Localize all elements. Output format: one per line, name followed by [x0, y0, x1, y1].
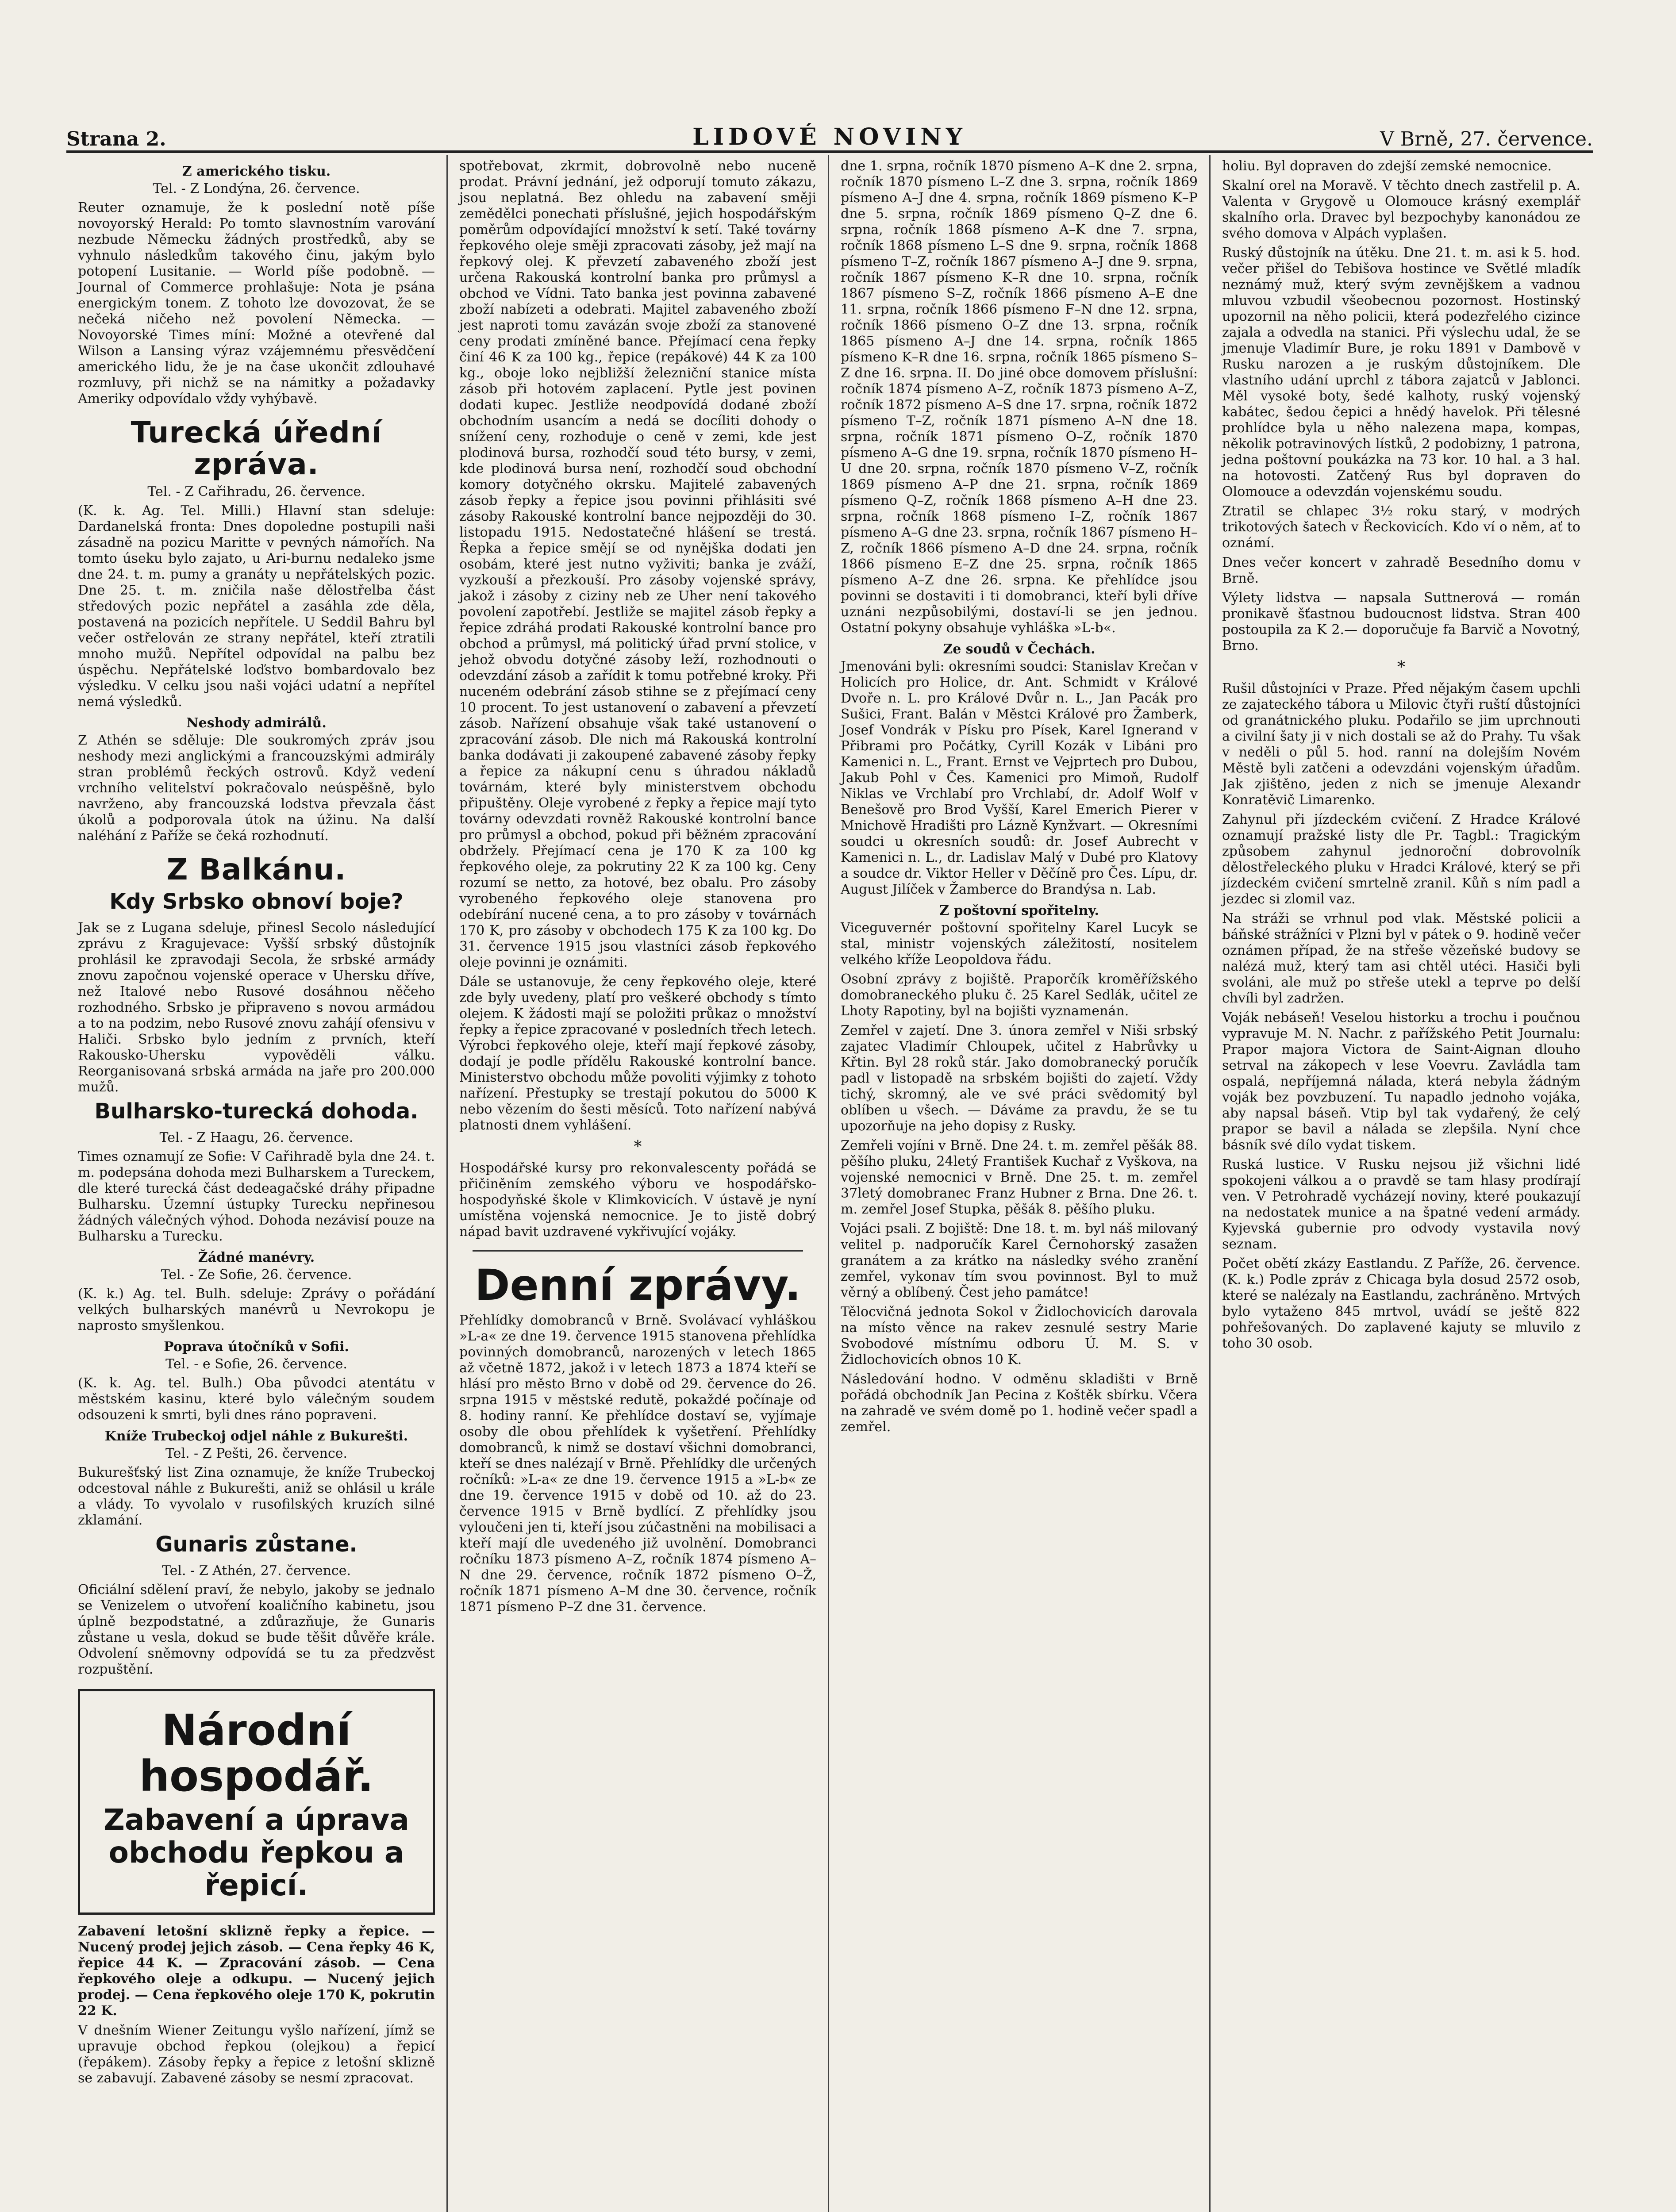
article-heading: Neshody admirálů.	[186, 715, 327, 731]
article-dateline: Tel. - Z Pešti, 26. července.	[165, 1446, 348, 1461]
article-heading: Z amerického tisku.	[182, 164, 331, 179]
article-body: Hospodářské kursy pro rekonvalescenty pořádá se přičiněním zemského výboru ve hospodářsko-hospodyňské škole v Klimkovicích. V ústavě je nyní umístěna vojenská nemocnice. Je to jistě dobrý nápad bavit uzdravené vykřivující vojáky.	[459, 1160, 816, 1240]
article-heading: Žádné manévry.	[198, 1250, 315, 1265]
article-body: dne 1. srpna, ročník 1870 písmeno A–K dne 2. srpna, ročník 1870 písmeno L–Z dne 3. srpna, ročník 1869 písmeno A–J dne 4. srpna, ročník 1869 písmeno K–P dne 5. srpna, ročník 1869 písmeno Q–Z dne 6. srpna, ročník 1868 písmeno A–K dne 7. srpna, ročník 1868 písmeno L–S dne 9. srpna, ročník 1868 písmeno T–Z, ročník 1867 písmeno A–J dne 9. srpna, ročník 1867 písmeno K–R dne 10. srpna, ročník 1867 písmeno S–Z, ročník 1866 písmeno A–E dne 11. srpna, ročník 1866 písmeno F–N dne 12. srpna, ročník 1866 písmeno O–Z dne 13. srpna, ročník 1865 písmeno A–J dne 14. srpna, ročník 1865 písmeno K–R dne 16. srpna, ročník 1865 písmeno S–Z dne 16. srpna. II. Do jiné obce domovem příslušní: ročník 1874 písmeno A–Z, ročník 1873 písmeno A–Z, ročník 1872 písmeno A–S dne 17. srpna, ročník 1872 písmeno T–Z, ročník 1871 písmeno A–N dne 18. srpna, ročník 1871 písmeno O–Z, ročník 1870 písmeno A–G dne 19. srpna, ročník 1870 písmeno H–U dne 20. srpna, ročník 1870 písmeno V–Z, ročník 1869 písmeno A–P dne 21. srpna, ročník 1869 písmeno Q–Z, ročník 1868 písmeno A–H dne 23. srpna, ročník 1868 písmeno I–Z, ročník 1867 písmeno A–G dne 23. srpna, ročník 1867 písmeno H–Z, ročník 1866 písmeno A–D dne 24. srpna, ročník 1866 písmeno E–Z dne 25. srpna, ročník 1865 písmeno A–Z dne 26. srpna. Ke přehlídce jsou povinni se dostaviti i ti domobranci, kteří byli dříve uznáni nezpůsobilými, dostaví-li se jen jednou. Ostatní pokyny obsahuje vyhláška »L-b«.	[841, 158, 1198, 636]
article-heading: Z poštovní spořitelny.	[939, 903, 1099, 918]
article-body: (K. k. Ag. Tel. Milli.) Hlavní stan sdeluje: Dardanelská fronta: Dnes dopoledne postupili naši zásadně na pozicu Maritte v pevných námořích. Na tomto úseku bylo zajato, u Ari-burnu nedaleko jsme dne 24. t. m. pumy a granáty u nepřátelských pozic. Dne 25. t. m. zničila naše dělostřelba část středových pozic nepřátel a zasáhla zde děla, postavená na pozicích nepřítele. U Seddil Bahru byl večer ostřelován ze strany nepřátel, kteří ztratili mnoho mužů. Nepřítel odpovídal na palbu bez úspěchu. Nepřátelské loďstvo bombardovalo bez výsledku. V celku jsou naši vojáci udatní a nepřítel nemá výsledků.	[78, 503, 435, 710]
article-body: Z Athén se sděluje: Dle soukromých zpráv jsou neshody mezi anglickými a francouzskými admirály stran problémů řeckých ostrovů. Když vedení vrchního velitelství pokračovalo neúspěšně, bylo navrženo, aby francouzská lodstva převzala část úkolů a podporovala útok na úžinu. Na další naléhání z Paříže se čeká rozhodnutí.	[78, 733, 435, 844]
article-body: Na stráži se vrhnul pod vlak. Městské policii a báňské strážníci v Plzni byl v pátek o 9. hodině večer oznámen případ, že na střeše vězeňské budovy se nalézá muž, který tam asi chtěl utéci. Hasiči byli svoláni, ale muž po střeše utekl a teprve po delší chvíli byl zadržen.	[1222, 911, 1580, 1006]
article-body: Times oznamují ze Sofie: V Cařihradě byla dne 24. t. m. podepsána dohoda mezi Bulharskem a Tureckem, dle které turecká část dedeagačské dráhy připadne Bulharsku. Územní ústupky Turecku nepřinesou žádných válečných výhod. Dohoda nezávisí pouze na Bulharsku a Turecku.	[78, 1149, 435, 1244]
article-body: Jmenováni byli: okresními soudci: Stanislav Krečan v Holicích pro Holice, dr. Ant. Schmidt v Králové Dvoře n. L. pro Králové Dvůr n. L., Jan Pacák pro Sušici, Frant. Balán v Městci Králové pro Žamberk, Josef Vondrák v Písku pro Písek, Karel Ignerand v Přibrami pro Počátky, Cyrill Kozák v Libáni pro Kamenici n. L., Frant. Ernst ve Vejprtech pro Dubou, Jakub Pohl v Čes. Kamenici pro Mimoň, Rudolf Niklas ve Vrchlabí pro Vrchlabí, dr. Adolf Wolf v Benešově pro Brod Vyšší, Karel Emerich Pierer v Mnichově Hradišti pro Lázně Kynžvart. — Okresními soudci u okresních soudů: dr. Josef Aubrecht v Kamenici n. L., dr. Ladislav Malý v Dubé pro Klatovy a soudce dr. Viktor Heller v Děčíně pro Čes. Lípu, dr. August Jilíček v Žamberce do Brandýsa n. Lab.	[841, 659, 1198, 897]
article-body: Vojáci psali. Z bojiště: Dne 18. t. m. byl náš milovaný velitel p. nadporučík Karel Černohorský zasažen granátem a za krátko na následky svého zranění zemřel, vykonav tím svou povinnost. Byl to muž věrný a oblíbený. Čest jeho památce!	[841, 1221, 1198, 1300]
column-2	[448, 155, 829, 2212]
article-body: Dále se ustanovuje, že ceny řepkového oleje, které zde byly uvedeny, platí pro veškeré obchody s tímto olejem. K žádosti mají se položiti průkaz o množství řepky a řepice zpracované v posledních třech letech. Výrobci řepkového oleje, kteří mají řepkové zásoby, dodají je podle přídělu Rakouské kontrolní bance. Ministerstvo obchodu může povoliti výjimky z tohoto nařízení. Přestupky se trestají pokutou do 5000 K nebo vězením do šesti měsíců. Toto nařízení nabývá platnosti dnem vyhlášení.	[459, 974, 816, 1133]
article-body: Bukurešťský list Zina oznamuje, že kníže Trubeckoj odcestoval náhle z Bukurešti, aniž se ohlásil u krále a vlády. To vyvolalo v rusofilských kruzích silné zklamání.	[78, 1465, 435, 1528]
separator-star: *	[634, 1138, 642, 1156]
article-body: spotřebovat, zkrmit, dobrovolně nebo nuceně prodat. Právní jednání, jež odporují tomuto zákazu, jsou neplatná. Bez ohledu na zabavení směji zemědělci ponechati příslušné, jejich hospodářským poměrům odpovídající množství k setí. Také továrny řepkového oleje směji zpracovati zásoby, jež mají na řepkový olej. K převzetí zabaveného zboží jest určena Rakouská kontrolní banka pro průmysl a obchod ve Vídni. Tato banka jest povinna zabavené zboží nabízeti a odebrati. Majitel zabaveného zboží jest naproti tomu zavázán svoje zboží za stanovené ceny prodati zmíněné bance. Přejímací cena řepky činí 46 K za 100 kg., řepice (repákové) 44 K za 100 kg., oboje loko nejbližší železniční stanice místa zásob při hotovém zaplacení. Pytle jest povinen dodati kupec. Jestliže neodpovídá dodané zboží obchodním usancím a nedá se docíliti dohody o snížení ceny, rozhoduje o ceně v zemi, kde jest plodinová bursa, rozhodčí soud této bursy, v zemi, kde plodinová bursa není, rozhodčí soud obchodní komory dotyčného okrsku. Majitelé zabavených zásob řepky a řepice jsou povinni přihlásiti své zásoby Rakouské kontrolní bance nejpozději do 30. listopadu 1915. Nedostatečné hlášení se trestá. Řepka a řepice smějí se od nynějška dodati jen osobám, které jest nutno vyživiti; banka je zváží, vyzkouší a přezkouší. Pro zásoby vojenské správy, jakož i zásoby z ciziny neb ze Uher není takového povolení zapotřebí. Jestliže se majitel zásob řepky a řepice zdráhá prodati Rakouské kontrolní bance pro obchod a průmysl, má politický úřad první stolice, v jehož obvodu dotyčné zásoby leží, rozhodnouti o odevzdání zásob a zařídit k tomu potřebné kroky. Při nuceném odebrání zásob stihne se z přejímací ceny 10 procent. To jest ustanovení o zabavení a převzetí zásob. Nařízení obsahuje však také ustanovení o zpracování zásob. Dle nich má Rakouská kontrolní banka dodávati ji zakoupené zabavené zásoby řepky a řepice za nákupní cenu s úhradou nákladů továrnám, které byly ministerstvem obchodu připuštěny. Oleje vyrobené z řepky a řepice mají tyto továrny odevzdati rovněž Rakouské kontrolní bance pro průmysl a obchod, pokud při běžném zpracování obdržely. Přejímací cena je 170 K za 100 kg řepkového oleje, za pokrutiny 22 K za 100 kg. Ceny rozumí se netto, za hotové, bez obalu. Pro zásoby vyrobeného řepkového oleje stanovena pro odebírání nucené cena, a to pro zásoby v továrnách 170 K, pro zásoby v obchodech 175 K za 100 kg. Do 31. července 1915 jsou vlastníci zásob řepkového oleje povinni je oznámiti.	[459, 158, 816, 970]
article-dateline: Tel. - Z Londýna, 26. července.	[153, 181, 360, 196]
article-dateline: Tel. - Ze Sofie, 26. července.	[161, 1267, 352, 1283]
article-body: Jak se z Lugana sdeluje, přinesl Secolo následující zprávu z Kragujevace: Vyšší srbský důstojník prohlásil ke zpravodaji Secola, že srbské armády znovu započnou vojenské operace v Uhersku dříve, než Italové nebo Rusové dosáhnou něčeho rozhodného. Srbsko je připraveno s novou armádou a to na podzim, nebo Rusové znovu zahájí ofensivu v Haliči. Srbsko bylo jedním z prvních, kteří Rakousko-Uhersku vypověděli válku. Reorganisovaná srbská armáda na jaře pro 200.000 mužů.	[78, 920, 435, 1095]
article-body: Tělocvičná jednota Sokol v Židlochovicích darovala na místo věnce na rakev zesnulé sestry Marie Svobodové místnímu odboru Ú. M. S. v Židlochovicích obnos 10 K.	[841, 1304, 1198, 1367]
column-4	[1211, 155, 1592, 2212]
article-body: holiu. Byl dopraven do zdejší zemské nemocnice.	[1222, 158, 1552, 174]
article-dateline: Tel. - Z Haagu, 26. července.	[159, 1130, 354, 1145]
column-3	[829, 155, 1211, 2212]
article-body: Ruská lustice. V Rusku nejsou již všichni lidé spokojeni válkou a o pravdě se tam hlasy prodírají ven. V Petrohradě vycházejí noviny, které poukazují na nedostatek munice a na špatné vedení armády. Kyjevská gubernie pro odvody vystavila nový seznam.	[1222, 1157, 1580, 1252]
masthead	[66, 102, 1593, 153]
article-heading: Ze soudů v Čechách.	[943, 641, 1096, 657]
article-body: Výlety lidstva — napsala Suttnerová — román pronikavě šťastnou budoucnost lidstva. Stran 400 postoupila za K 2.— doporučuje fa Barvič a Novotný, Brno.	[1222, 590, 1580, 653]
section-heading: Národní hospodář.	[139, 1705, 374, 1801]
article-heading: Zabavení a úprava obchodu řepkou a řepicí.	[104, 1803, 409, 1902]
article-heading: Kdy Srbsko obnoví boje?	[109, 889, 404, 914]
article-body: Osobní zprávy z bojiště. Praporčík kroměřížského domobraneckého pluku č. 25 Karel Sedlák, učitel ze Lhoty Rapotiny, byl na bojišti vyznamenán.	[841, 972, 1198, 1019]
article-body: (K. k.) Ag. tel. Bulh. sdeluje: Zprávy o pořádání velkých bulharských manévrů u Nevrokopu je naprosto smyšlenkou.	[78, 1286, 435, 1333]
article-dateline: Tel. - Z Athén, 27. července.	[161, 1563, 351, 1578]
article-body: Následování hodno. V odměnu skladišti v Brně pořádá obchodník Jan Pecina z Koštěk sbírku. Včera na zahradě ve svém domě po 1. hodině večer spadl a zemřel.	[841, 1371, 1198, 1435]
article-body: (K. k. Ag. tel. Bulh.) Oba původci atentátu v městském kasinu, které bylo válečným soudem odsouzeni k smrti, byli dnes ráno popraveni.	[78, 1375, 435, 1423]
newspaper-title: LIDOVÉ NOVINY	[692, 123, 967, 150]
section-box	[78, 1689, 435, 1915]
article-heading: Poprava útočníků v Sofii.	[164, 1339, 349, 1355]
article-body: Ztratil se chlapec 3½ roku starý, v modrých trikotových šatech v Řeckovicích. Kdo ví o něm, ať to oznámí.	[1222, 503, 1580, 551]
article-body: Zahynul při jízdeckém cvičení. Z Hradce Králové oznamují pražské listy dle Pr. Tagbl.: Tragickým způsobem zahynul jednoroční dobrovolník dělostřeleckého pluku v Hradci Králové, který se při jízdeckém cvičení smrtelně zranil. Kůň s ním padl a jezdec si zlomil vaz.	[1222, 812, 1580, 907]
column-1	[66, 155, 448, 2212]
separator-star: *	[1397, 658, 1405, 676]
article-summary: Zabavení letošní sklizně řepky a řepice. — Nucený prodej jejich zásob. — Cena řepky 46 K, řepice 44 K. — Zpracování zásob. — Cena řepkového oleje a odkupu. — Nucený jejich prodej. — Cena řepkového oleje 170 K, pokrutin 22 K.	[78, 1924, 435, 2019]
issue-date: V Brně, 27. července.	[1380, 128, 1593, 150]
columns	[66, 155, 1593, 2212]
article-body: Zemřeli vojíni v Brně. Dne 24. t. m. zemřel pěšák 88. pěšího pluku, 24letý František Kuchař z Vyškova, na vojenské nemocnici v Brně. Dne 25. t. m. zemřel 37letý domobranec Franz Hubner z Brna. Dne 26. t. m. zemřel Josef Stupka, pěšák 8. pěšího pluku.	[841, 1138, 1198, 1217]
article-body: Přehlídky domobranců v Brně. Svolávací vyhláškou »L-a« ze dne 19. července 1915 stanovena přehlídka povinných domobranců, narozených v letech 1865 až včetně 1872, jakož i v letech 1873 a 1874 kteří se hlásí pro město Brno v době od 29. července do 26. srpna 1915 v městské redutě, pokaždé počínaje od 8. hodiny ranní. Ke přehlídce dostaví se, vyjímaje osoby dle obou přehlídek k vyšetření. Přehlídky domobranců, k nimž se dostaví všichni domobranci, kteří se dnes nalézají v Brně. Přehlídky dle určených ročníků: »L-a« ze dne 19. července 1915 a »L-b« ze dne 19. července 1915 v době od 10. až do 23. července 1915 v Brně bydlící. Z přehlídky jsou vyloučeni jen ti, kteří jsou zúčastněni na mobilisaci a kteří mají dle uvedeného již uvolnění. Domobranci ročníku 1873 písmeno A–Z, ročník 1874 písmeno A–N dne 29. července, ročník 1872 písmeno O–Ž, ročník 1871 písmeno A–M dne 30. července, ročník 1871 písmeno P–Z dne 31. července.	[459, 1313, 816, 1615]
article-heading: Gunaris zůstane.	[155, 1532, 357, 1557]
article-body: Viceguvernér poštovní spořitelny Karel Lucyk se stal, ministr vojenských záležitostí, nositelem velkého kříže Leopoldova řádu.	[841, 920, 1198, 968]
article-dateline: Tel. - e Sofie, 26. července.	[165, 1356, 347, 1372]
article-body: Počet obětí zkázy Eastlandu. Z Paříže, 26. července. (K. k.) Podle zpráv z Chicaga byla dosud 2572 osob, které se nalézaly na Eastlandu, zachráněno. Mrtvých bylo vytaženo 845 mrtvol, uvádí se ještě 822 pohřešovaných. Do zaplavené kajuty se mluvilo z toho 30 osob.	[1222, 1256, 1580, 1351]
article-body: Dnes večer koncert v zahradě Besedního domu v Brně.	[1222, 555, 1580, 586]
article-body: Skalní orel na Moravě. V těchto dnech zastřelil p. A. Valenta v Grygově u Olomouce krásný exemplář skalního orla. Dravec byl bezpochyby kanonádou ze svého domova v Alpách vyplašen.	[1222, 178, 1580, 241]
article-body: Rušil důstojníci v Praze. Před nějakým časem upchli ze zajateckého tábora u Milovic čtyři ruští důstojníci od granátnického pluku. Podařilo se jim uprchnouti a civilní šaty ji v nich dostali se až do Prahy. Tu však v neděli o půl 5. hod. ranní na dolejším Novém Městě byli zatčeni a odevzdáni vojenským úřadům. Jak zjištěno, jeden z nich se jmenuje Alexandr Konratěvič Limarenko.	[1222, 681, 1580, 808]
article-body: Voják nebáseň! Veselou historku a trochu i poučnou vypravuje M. N. Nachr. z pařížského Petit Journalu: Prapor majora Victora de Saint-Aignan dlouho setrval na zákopech v lese Voevru. Zavládla tam ospalá, nepříjemná nálada, která nebyla žádným voják bez povzbuzení. Tu napadlo jednoho vojáka, aby napsal báseň. Vtip byl tak vydařený, že celý prapor se bavil a nálada se zlepšila. Nyní chce básník své dílo vydat tiskem.	[1222, 1010, 1580, 1153]
divider	[473, 1250, 803, 1252]
article-heading: Kníže Trubeckoj odjel náhle z Bukurešti.	[104, 1429, 408, 1444]
article-body: Oficiální sdělení praví, že nebylo, jakoby se jednalo se Venizelem o utvoření koaličního kabinetu, jsou úplně bezpodstatné, a zdůrazňuje, že Gunaris zůstane u vesla, dokud se bude těšit důvěře krále. Odvolení sněmovny odpovídá se tu za předzvěst rozpuštění.	[78, 1582, 435, 1677]
page-number: Strana 2.	[66, 128, 166, 150]
article-body: Ruský důstojník na útěku. Dne 21. t. m. asi k 5. hod. večer přišel do Tebišova hostince ve Světlé mladík neznámý muž, který svým zevnějškem a vadnou mluvou vzbudil všeobecnou pozornost. Hostinský upozornil na něho policii, která podezřelého cizince zajala a odvedla na stanici. Při výslechu udal, že se jmenuje Vladimír Bure, je roku 1891 v Dambově v Rusku narozen a je ruským důstojníkem. Dle vlastního udání uprchl z tábora zajatců v Jablonci. Měl vysoké boty, šedé kalhoty, ruský vojenský kabátec, šedou čepici a hnědý havelok. Při tělesné prohlídce byla u něho nalezena mapa, kompas, několik potravinových lístků, 2 podobizny, 1 patrona, jedna poštovní poukázka na 73 kor. 10 hal. a 3 hal. na hotovosti. Zatčený Rus byl dopraven do Olomouce a odevzdán vojenskému soudu.	[1222, 245, 1580, 499]
article-body: Zemřel v zajetí. Dne 3. února zemřel v Niši srbský zajatec Vladimír Chloupek, učitel z Habrůvky u Křtin. Byl 28 roků stár. Jako domobranecký poručík padl v listopadě na srbském bojišti do zajetí. Vždy tichý, skromný, ale ve své práci svědomitý byl oblíben u všech. — Dáváme za pravdu, že se tu upozorňuje na jeho dopisy z Rusky.	[841, 1023, 1198, 1134]
article-body: V dnešním Wiener Zeitungu vyšlo nařízení, jímž se upravuje obchod řepkou (olejkou) a řepicí (řepákem). Zásoby řepky a řepice z letošní sklizně se zabavují. Zabavené zásoby se nesmí zpracovat.	[78, 2023, 435, 2086]
article-dateline: Tel. - Z Cařihradu, 26. července.	[147, 484, 365, 499]
section-heading: Denní zprávy.	[474, 1260, 801, 1310]
article-heading: Bulharsko-turecká dohoda.	[94, 1099, 419, 1124]
article-body: Reuter oznamuje, že k poslední notě píše novoyorský Herald: Po tomto slavnostním varování nezbude Německu žádných prostředků, aby se vyhnulo následkům takového činu, jakým bylo potopení Lusitanie. — World píše podobně. — Journal of Commerce prohlašuje: Nota je psána energickým tonem. Z tohoto lze dovozovat, že se nečeká ničeho než povolení Německa. — Novoyorské Times míní: Možné a otevřené dal Wilson a Lansing výraz vzájemnému přesvědčení amerického lidu, že je na čase ukončit zdlouhavé rozmluvy, při nichž se na námitky a požadavky Ameriky odpovídalo vždy vyhýbavě.	[78, 200, 435, 407]
section-heading: Z Balkánu.	[166, 853, 346, 887]
article-heading: Turecká úřední zpráva.	[131, 415, 382, 481]
